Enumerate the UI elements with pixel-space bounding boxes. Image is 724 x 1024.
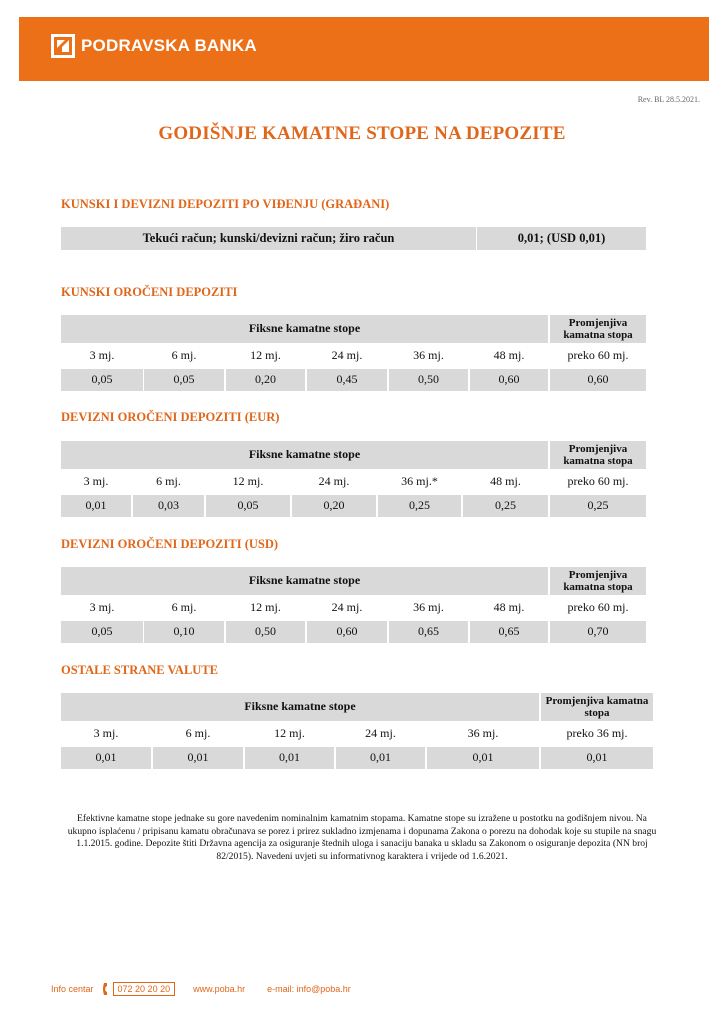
usd-term-label: 3 mj. (89, 600, 115, 615)
hrk-rate-value: 0,20 (226, 369, 305, 391)
usd-rate-value: 0,60 (307, 621, 387, 643)
eur-term-label: 6 mj. (156, 474, 181, 489)
usd-term-label: preko 60 mj. (567, 600, 629, 615)
usd-variable-header: Promjenjiva kamatna stopa (550, 567, 646, 595)
eur-term-label: 24 mj. (318, 474, 350, 489)
hrk-term-label: 6 mj. (171, 348, 197, 363)
section-title-eur: DEVIZNI OROČENI DEPOZITI (EUR) (61, 410, 280, 424)
hrk-rate-value: 0,50 (389, 369, 468, 391)
other-term-label: preko 36 mj. (566, 726, 628, 741)
usd-rate-value: 0,65 (389, 621, 468, 643)
hrk-term-label: preko 60 mj. (567, 348, 629, 363)
section-title-other: OSTALE STRANE VALUTE (61, 663, 219, 677)
other-rate-value: 0,01 (245, 747, 334, 769)
viewing-label: Tekući račun; kunski/devizni račun; žiro račun (61, 227, 476, 250)
other-term-label: 36 mj. (467, 726, 499, 741)
phone-number[interactable]: 072 20 20 20 (113, 982, 176, 996)
eur-term-label: 48 mj. (490, 474, 521, 489)
bank-logo[interactable] (51, 34, 257, 58)
other-term-label: 12 mj. (274, 726, 305, 741)
section-title-usd: DEVIZNI OROČENI DEPOZITI (USD) (61, 537, 279, 551)
brand-header (19, 17, 709, 81)
eur-term-label: 3 mj. (83, 474, 109, 489)
phone-icon (102, 982, 110, 996)
eur-rate-value: 0,03 (133, 495, 204, 517)
other-term-label: 3 mj. (93, 726, 119, 741)
hrk-rate-value: 0,60 (470, 369, 548, 391)
usd-rate-value: 0,65 (470, 621, 548, 643)
revision-note: Rev. BL 28.5.2021. (637, 95, 700, 104)
usd-term-label: 48 mj. (493, 600, 525, 615)
usd-rate-value: 0,70 (550, 621, 646, 643)
usd-fixed-header: Fiksne kamatne stope (61, 567, 548, 595)
contact-footer (51, 982, 351, 996)
eur-rate-value: 0,25 (550, 495, 646, 517)
eur-rate-value: 0,25 (463, 495, 548, 517)
eur-rate-value: 0,25 (378, 495, 461, 517)
hrk-rate-value: 0,60 (550, 369, 646, 391)
hrk-term-label: 48 mj. (493, 348, 525, 363)
hrk-rate-value: 0,05 (144, 369, 224, 391)
website-link[interactable]: www.poba.hr (193, 984, 246, 994)
eur-term-label: preko 60 mj. (567, 474, 629, 489)
eur-fixed-header: Fiksne kamatne stope (61, 441, 548, 469)
info-center-label: Info centar (51, 984, 94, 994)
hrk-fixed-header: Fiksne kamatne stope (61, 315, 548, 343)
eur-variable-header: Promjenjiva kamatna stopa (550, 441, 646, 469)
other-rate-value: 0,01 (336, 747, 425, 769)
usd-rate-value: 0,05 (61, 621, 143, 643)
page-title: GODIŠNJE KAMATNE STOPE NA DEPOZITE (158, 123, 566, 144)
hrk-rate-value: 0,05 (61, 369, 143, 391)
section-title-hrk: KUNSKI OROČENI DEPOZITI (61, 285, 238, 299)
usd-term-label: 36 mj. (413, 600, 444, 615)
section-title-viewing: KUNSKI I DEVIZNI DEPOZITI PO VIĐENJU (GRAĐANI) (61, 197, 390, 211)
eur-term-label: 36 mj.* (401, 474, 438, 489)
bank-name: PODRAVSKA BANKA (81, 36, 257, 55)
eur-rate-value: 0,05 (206, 495, 290, 517)
other-rate-value: 0,01 (61, 747, 151, 769)
eur-rate-value: 0,01 (61, 495, 131, 517)
usd-term-label: 6 mj. (171, 600, 197, 615)
eur-term-label: 12 mj. (232, 474, 264, 489)
logo-mark-icon (51, 34, 75, 58)
usd-rate-value: 0,50 (226, 621, 305, 643)
usd-term-label: 24 mj. (331, 600, 363, 615)
other-rate-value: 0,01 (153, 747, 243, 769)
other-rate-value: 0,01 (427, 747, 539, 769)
hrk-rate-value: 0,45 (307, 369, 387, 391)
hrk-term-label: 3 mj. (89, 348, 115, 363)
usd-rate-value: 0,10 (144, 621, 224, 643)
hrk-variable-header: Promjenjiva kamatna stopa (550, 315, 646, 343)
hrk-term-label: 36 mj. (413, 348, 444, 363)
other-term-label: 24 mj. (365, 726, 396, 741)
usd-term-label: 12 mj. (250, 600, 281, 615)
hrk-term-label: 24 mj. (331, 348, 363, 363)
other-rate-value: 0,01 (541, 747, 653, 769)
email-link[interactable]: e-mail: info@poba.hr (267, 984, 351, 994)
other-fixed-header: Fiksne kamatne stope (61, 693, 539, 721)
eur-rate-value: 0,20 (292, 495, 376, 517)
hrk-term-label: 12 mj. (250, 348, 281, 363)
viewing-rate: 0,01; (USD 0,01) (477, 227, 646, 250)
other-variable-header: Promjenjiva kamatna stopa (541, 693, 653, 721)
other-term-label: 6 mj. (185, 726, 211, 741)
notes-paragraph: Efektivne kamatne stope jednake su gore navedenim nominalnim kamatnim stopama. Kamatne stope su izražene u postotku na godišnjem nivou. Na ukupno isplaćenu / pripisanu kamatu obračunava se porez i prirez sukladno izmjenama i dopunama Zakona o porezu na dohodak koje su stupile na snagu 1.1.2015. godine. Depozite štiti Državna agencija za osiguranje štednih uloga i sanaciju banaka u skladu sa Zakonom o osiguranje depozita (NN broj 82/2015). Navedeni uvjeti su informativnog karaktera i vrijede od 1.6.2021. (67, 813, 657, 862)
